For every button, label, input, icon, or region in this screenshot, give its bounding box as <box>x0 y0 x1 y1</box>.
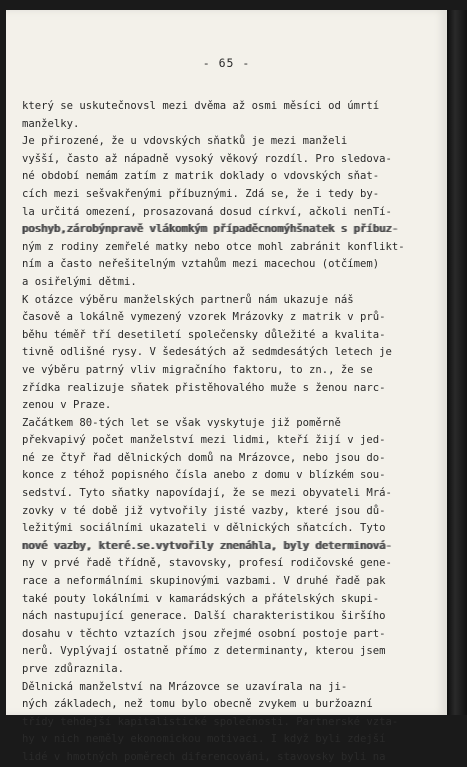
text-line: né ze čtyř řad dělnických domů na Mrázovce, nebo jsou do- <box>22 451 386 464</box>
text-line: který se uskutečnovsl mezi dvěma až osmi měsíci od úmrtí <box>22 100 380 112</box>
text-line: ležitými sociálními ukazateli v dělnických sňatcích. Tyto <box>22 522 386 535</box>
text-line: la určitá omezení, prosazovaná dosud církví, ačkoli nenTí- <box>22 205 392 218</box>
text-line: třídy tehdejší kapitalistické společnosti. Partnerské vzta- <box>22 715 399 728</box>
text-line: a osiřelými dětmi. <box>22 275 137 288</box>
text-line: dosahu v těchto vztazích jsou zřejmé osobní postoje part- <box>22 627 386 640</box>
text-line: prve zdůraznila. <box>22 663 125 675</box>
text-line: zenou v Praze. <box>22 399 112 412</box>
text-line: Dělnická manželství na Mrázovce se uzavírala na ji- <box>22 680 348 693</box>
text-line: zovky v té době již vytvořily jisté vazby, které jsou dů- <box>22 504 386 517</box>
page-number: - 65 - <box>202 56 251 70</box>
text-line: ny v prvé řadě třídně, stavovsky, profesí rodičovské gene- <box>22 557 392 570</box>
text-line-overtyped: poshyb,zárobýnpravě vlákomkým případěcnomýhšnatek s příbuz- <box>22 223 399 236</box>
text-line: Začátkem 80-tých let se však vyskytuje již poměrně <box>22 416 341 429</box>
text-line: né období nemám zatím z matrik doklady o vdovských sňat- <box>22 170 380 183</box>
text-line-overtyped: nové vazby, které.se.vytvořily znenáhla, byly determinová- <box>22 539 392 552</box>
text-line: manželky. <box>22 117 80 130</box>
text-line: konce z téhož popisného čísla anebo z domu v blízkém sou- <box>22 469 386 482</box>
text-line: také pouty lokálními v kamarádských a přátelských skupi- <box>22 592 380 605</box>
text-line: ve výběru patrný vliv migračního faktoru, to zn., že se <box>22 363 373 376</box>
text-line: vyšší, často až nápadně vysoký věkový rozdíl. Pro sledova- <box>22 152 392 165</box>
text-line: race a neformálními skupinovými vazbami. V druhé řadě pak <box>22 575 386 588</box>
body-text <box>22 98 432 767</box>
text-line: časově a lokálně vymezený vzorek Mrázovky z matrik v prů- <box>22 311 386 324</box>
text-line: ním a často neřešitelným vztahům mezi macechou (otčímem) <box>22 258 380 271</box>
text-line: nerů. Vyplývají ostatně přímo z determinanty, kterou jsem <box>22 645 386 658</box>
text-line: lidé v hmotných poměrech diferencováni, stavovsky byli na <box>22 750 386 763</box>
text-line: cích mezi sešvakřenými příbuznými. Zdá se, že i tedy by- <box>22 187 380 200</box>
text-line: ných základech, než tomu bylo obecně zvykem u buržoazní <box>22 698 373 711</box>
text-line: překvapivý počet manželství mezi lidmi, kteří žijí v jed- <box>22 434 386 447</box>
text-line: nách nastupující generace. Další charakteristikou širšího <box>22 610 386 623</box>
text-line: Je přirozené, že u vdovských sňatků je mezi manželi <box>22 135 348 148</box>
text-line: hy v nich neměly ekonomickou motivaci. I když byli zdejší <box>22 733 386 746</box>
scan-edge <box>447 10 467 715</box>
text-line: K otázce výběru manželských partnerů nám ukazuje náš <box>22 293 354 306</box>
text-line: sedství. Tyto sňatky napovídají, že se mezi obyvateli Mrá- <box>22 487 392 500</box>
text-line: tivně odlišné rysy. V šedesátých až sedmdesátých letech je <box>22 346 392 359</box>
text-line: zřídka realizuje sňatek přistěhovalého muže s ženou narc- <box>22 381 386 394</box>
text-line: ným z rodiny zemřelé matky nebo otce mohl zabránit konflikt- <box>22 240 405 253</box>
text-line: běhu téměř tří desetiletí společensky důležité a kvalita- <box>22 328 386 341</box>
document-page <box>6 10 447 763</box>
